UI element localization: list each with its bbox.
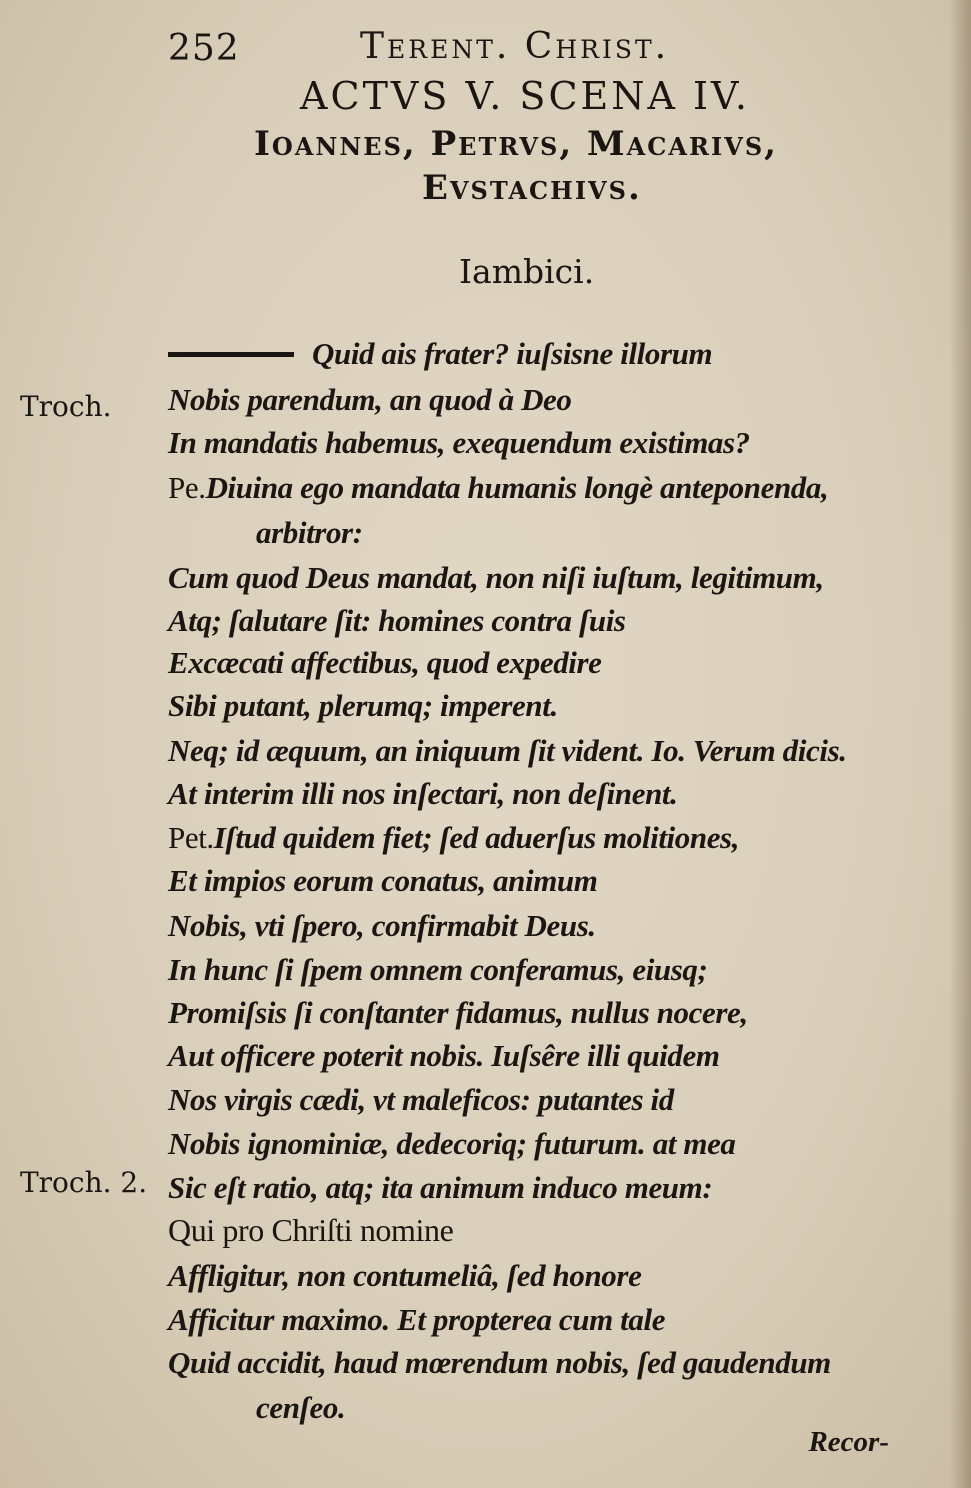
meter-heading: Iambici. xyxy=(459,252,595,291)
verse-line: cenſeo. xyxy=(256,1390,346,1425)
verse-line: Pe.Diuina ego mandata humanis longè anteponenda, xyxy=(168,470,829,505)
speaker-label: Pet. xyxy=(168,820,214,855)
margin-note-troch: Troch. xyxy=(20,390,112,423)
act-scene-title: ACTVS V. SCENA IV. xyxy=(300,74,750,118)
verse-line: Nobis parendum, an quod à Deo xyxy=(168,382,572,417)
margin-note-troch-2: Troch. 2. xyxy=(20,1166,148,1199)
verse-line: Qui pro Chriſti nomine xyxy=(168,1212,454,1248)
verse-line: Nos virgis cædi, vt maleficos: putantes id xyxy=(168,1082,674,1117)
verse-line: Quid accidit, haud mœrendum nobis, ſed gaudendum xyxy=(168,1345,831,1380)
verse-line: Sibi putant, plerumq; imperent. xyxy=(168,688,558,723)
verse-line: Affligitur, non contumeliâ, ſed honore xyxy=(168,1258,642,1293)
verse-line: Excæcati affectibus, quod expedire xyxy=(168,645,602,680)
verse-line: Et impios eorum conatus, animum xyxy=(168,863,598,898)
verse-line: Aut officere poterit nobis. Iuſsêre illi quidem xyxy=(168,1038,720,1073)
verse-line: Promiſsis ſi conſtanter fidamus, nullus nocere, xyxy=(168,995,748,1030)
verse-line: Sic eſt ratio, atq; ita animum induco meum: xyxy=(168,1170,713,1205)
verse-line: In mandatis habemus, exequendum existimas? xyxy=(168,425,750,460)
speaker-label: Pe. xyxy=(168,470,206,505)
verse-line: Cum quod Deus mandat, non niſi iuſtum, legitimum, xyxy=(168,560,824,595)
verse-line: Afficitur maximo. Et propterea cum tale xyxy=(168,1302,666,1337)
verse-continuation-rule xyxy=(168,352,294,357)
catchword: Recor- xyxy=(808,1426,889,1458)
verse-line: In hunc ſi ſpem omnem conferamus, eiusq; xyxy=(168,952,708,987)
page-edge-shadow xyxy=(949,0,971,1488)
running-head: Terent. Christ. xyxy=(360,26,670,67)
character-list-line-2: Evstachivs. xyxy=(422,168,642,208)
verse-line: Neq; id æquum, an iniquum ſit vident. Io. Verum dicis. xyxy=(168,733,847,768)
verse-line: At interim illi nos inſectari, non deſinent. xyxy=(168,776,678,811)
verse-line: Atq; ſalutare ſit: homines contra ſuis xyxy=(168,603,626,638)
verse-line: arbitror: xyxy=(256,515,363,550)
verse-line: Pet.Iſtud quidem fiet; ſed aduerſus molitiones, xyxy=(168,820,740,855)
verse-line: Nobis ignominiæ, dedecoriq; futurum. at mea xyxy=(168,1126,736,1161)
page-number: 252 xyxy=(168,28,240,69)
verse-line: Nobis, vti ſpero, confirmabit Deus. xyxy=(168,908,596,943)
character-list-line-1: Ioannes, Petrvs, Macarivs, xyxy=(254,124,778,164)
verse-line: Quid ais frater? iuſsisne illorum xyxy=(312,336,713,371)
